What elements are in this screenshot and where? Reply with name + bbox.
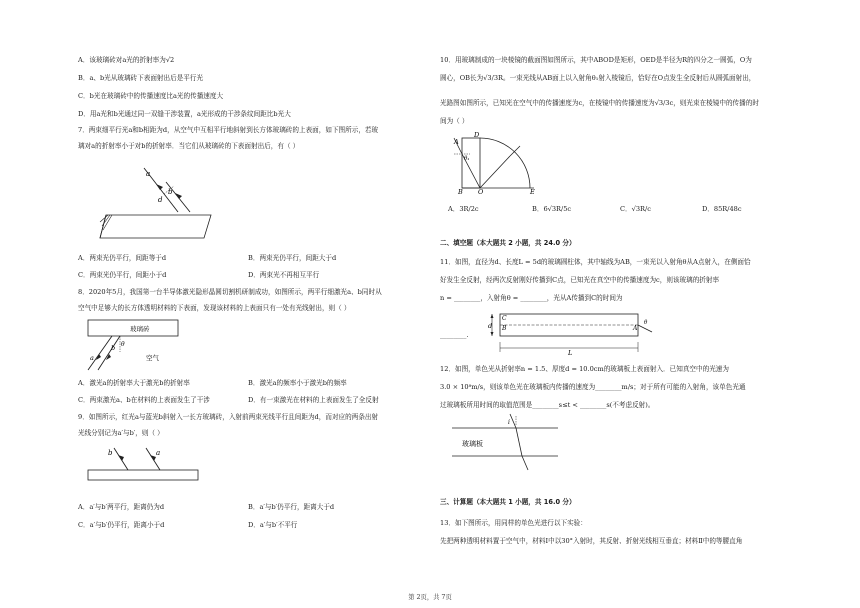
q7-option-c: C．两束光仍平行，间距小于d [78, 271, 167, 279]
q8-text-line-2: 空气中足够大的长方体透明材料的下表面，发现该材料的上表面只有一处有光线射出，则（ ） [78, 304, 351, 312]
q11-label-theta: θ [644, 320, 648, 326]
q8-option-a: A．激光a的折射率大于激光b的折射率 [78, 379, 190, 387]
page-footer: 第 2页，共 7页 [408, 594, 452, 601]
q9-label-a: a [156, 449, 161, 457]
q12-text-line-1: 12．如图，单色光从折射率n = 1.5、厚度d = 10.0cm的玻璃板上表面射入．已知真空中的光速为 [440, 365, 729, 373]
q7-label-d: d [158, 196, 163, 204]
q8-label-a: a [90, 354, 94, 362]
q11-text-line-1: 11．如图，直径为d、长度L = 5d的玻璃圆柱体，其中轴线为AB，一束光以入射角θ从A点射入，在侧面恰 [440, 258, 751, 266]
q7-label-a: a [146, 170, 151, 178]
q6-option-d: D．用a光和b光通过同一双缝干涉装置，a光形成的干涉条纹间距比b光大 [78, 110, 291, 118]
q8-label-air: 空气 [146, 354, 159, 362]
q10-label-d: D [474, 132, 480, 139]
q12-ray-incident [510, 414, 516, 428]
q8-text-line-1: 8．2020年5月，我国第一台半导体激光隐形晶圆切割机研制成功，如图所示，两平行细激光a、b同时从 [78, 288, 382, 296]
q10-option-d: D．85R/48c [702, 205, 742, 213]
q10-label-o: O [478, 188, 484, 194]
q12-label-glass-plate: 玻璃板 [462, 440, 483, 448]
q6-option-a: A．该玻璃砖对a光的折射率为√2 [78, 56, 175, 64]
section-2-title: 二、填空题（本大题共 2 小题，共 24.0 分） [440, 239, 576, 247]
q9-option-a: A．a′与b′两平行，距离仍为d [78, 503, 165, 511]
q11-text-line-3: n = ________，入射角θ = ________，光从A传播到C的时间为 [440, 294, 623, 302]
q11-text-line-4: ________. [440, 331, 469, 339]
q8-ray-a [88, 336, 112, 370]
q8-option-b: B．激光a的频率小于激光b的频率 [248, 379, 347, 387]
q7-option-d: D．两束光不再相互平行 [248, 271, 320, 279]
q12-figure [450, 412, 562, 474]
q7-option-a: A．两束光仍平行，间距等于d [78, 254, 167, 262]
q10-label-a: A [454, 138, 459, 146]
q9-text-line-1: 9．如图所示，红光a与蓝光b斜射入一长方玻璃砖，入射前两束光线平行且间距为d，而对应的两条出射 [78, 413, 379, 421]
q13-text-line-1: 13．如下图所示，用同样的单色光进行以下实验： [440, 519, 587, 527]
q7-label-b: b [168, 188, 173, 196]
q9-option-b: B．a′与b′仍平行，距离大于d [248, 503, 335, 511]
q13-text-line-2: 先把两种透明材料置于空气中，材料Ⅰ中以30°入射时，其反射、折射光线相互垂直；材料Ⅱ中的等腰直角 [440, 537, 743, 545]
q10-label-theta1: θ₁ [464, 156, 470, 162]
q12-ray-refracted [516, 428, 522, 456]
q7-figure [86, 160, 226, 242]
q10-text-line-3: 光路图如图所示，已知光在空气中的传播速度为c，在棱镜中的传播速度为√3/3c，则光束在棱镜中的传播的时 [440, 99, 759, 107]
q9-option-c: C．a′与b′仍平行，距离小于d [78, 521, 165, 529]
q10-option-a: A．3R/2c [448, 205, 479, 213]
q12-ray-exit [522, 456, 528, 470]
q8-ray-b [98, 336, 120, 370]
q11-label-d: d [488, 322, 493, 330]
q11-label-a: A [633, 325, 638, 332]
q12-text-line-2: 3.0 × 10⁸m/s，则该单色光在玻璃板内传播的速度为________m/s；对于所有可能的入射角，该单色光通 [440, 383, 746, 391]
q9-text-line-2: 光线分别记为a′与b′，则（ ） [78, 429, 164, 437]
q12-label-i: i [508, 419, 510, 426]
q8-label-glass: 玻璃砖 [130, 325, 150, 333]
q8-label-theta: θ [121, 341, 125, 348]
q10-figure [452, 132, 552, 194]
q7-option-b: B．两束光仍平行，间距大于d [248, 254, 337, 262]
q10-rectangle-abod [462, 138, 480, 188]
q11-label-l: L [568, 349, 573, 356]
q9-figure [86, 444, 201, 489]
q9-option-d: D．a′与b′不平行 [248, 521, 298, 529]
q11-label-c: C [502, 315, 507, 322]
q8-option-c: C．两束激光a、b在材料的上表面发生了干涉 [78, 396, 210, 404]
section-3-title: 三、计算题（本大题共 1 小题，共 16.0 分） [440, 498, 576, 506]
q9-glass-block [88, 470, 198, 480]
q11-text-line-2: 好发生全反射，经两次反射刚好传播到C点，已知光在真空中的传播速度为c，则该玻璃的折射率 [440, 276, 720, 284]
q8-option-d: D．有一束激光在材料的上表面发生了全反射 [248, 396, 379, 404]
q8-label-b: b [111, 344, 116, 352]
q6-option-c: C．b光在玻璃砖中的传播速度比a光的传播速度大 [78, 92, 224, 100]
q6-option-b: B．a、b光从玻璃砖下表面射出后是平行光 [78, 74, 204, 82]
q10-label-e: E [530, 188, 535, 194]
q10-text-line-2: 圆心，OB长为√3/3R。一束光线从AB面上以入射角θ₁射入棱镜后，恰好在O点发生全反射后从圆弧面射出， [440, 74, 756, 82]
q10-label-b: B [458, 188, 463, 194]
q10-text-line-1: 10．用玻璃制成的一块棱镜的截面图如图所示，其中ABOD是矩形，OED是半径为R的四分之一圆弧，O为 [440, 56, 752, 64]
q11-figure [488, 308, 658, 356]
q7-text-line-2: 璃对a的折射率小于对b的折射率．当它们从玻璃砖的下表面射出后，有（ ） [78, 142, 300, 150]
q11-label-b: B [502, 325, 507, 332]
q10-option-b: B．6√3R/5c [532, 205, 572, 213]
q7-glass-block [100, 215, 211, 238]
q12-text-line-3: 过玻璃板所用时间的取值范围是________s≤t < ________s(不考虑反射)。 [440, 401, 655, 409]
q8-figure [86, 318, 196, 376]
q10-option-c: C．√3R/c [620, 205, 651, 213]
q7-text-line-1: 7．两束细平行光a和b相距为d，从空气中互相平行地斜射到长方体玻璃砖的上表面，如下图所示，若玻 [78, 126, 379, 134]
q9-label-b: b [108, 449, 113, 457]
q10-text-line-4: 间为（ ） [440, 117, 469, 125]
